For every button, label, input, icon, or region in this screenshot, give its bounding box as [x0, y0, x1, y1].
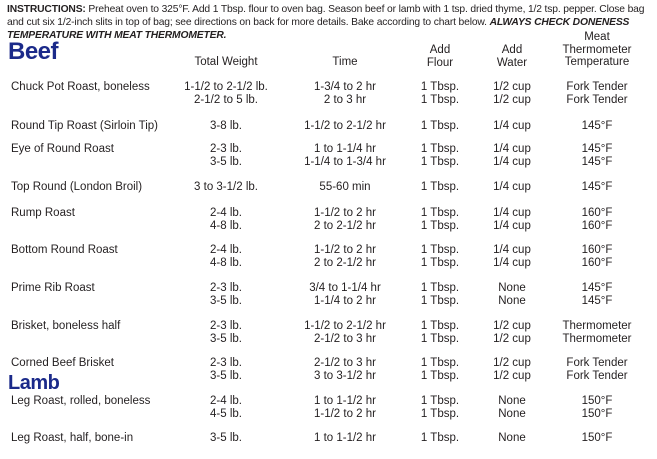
weight-cell [176, 81, 276, 106]
weight-cell [176, 181, 276, 194]
water-value: 1/2 cup [493, 320, 531, 332]
temp-cell [548, 395, 646, 420]
weight-value: 2-3 lb. [210, 357, 242, 369]
weight-value: 2-1/2 to 5 lb. [194, 93, 258, 106]
temp-cell [548, 320, 646, 345]
time-value: 1 to 1-1/4 hr [313, 143, 376, 155]
flour-value: 1 Tbsp. [420, 320, 460, 332]
flour-cell [410, 244, 470, 269]
flour-value: 1 Tbsp. [420, 256, 460, 269]
flour-value: 1 Tbsp. [420, 432, 460, 444]
flour-cell [410, 320, 470, 345]
water-value: 1/4 cup [493, 219, 531, 232]
time-cell [285, 181, 405, 194]
weight-cell [176, 244, 276, 269]
water-cell [480, 244, 544, 269]
time-value: 1-1/2 to 2 hr [313, 244, 376, 256]
flour-cell [410, 207, 470, 232]
water-cell [480, 432, 544, 445]
water-value: 1/2 cup [493, 357, 531, 369]
flour-cell [410, 357, 470, 382]
weight-value: 2-3 lb. [210, 282, 242, 294]
temp-value: 160°F [581, 219, 613, 232]
cut-name: Eye of Round Roast [11, 143, 114, 155]
weight-value: 2-4 lb. [210, 244, 242, 256]
water-cell [480, 357, 544, 382]
temp-cell [548, 357, 646, 382]
weight-cell [176, 143, 276, 168]
time-cell [285, 320, 405, 345]
time-cell [285, 395, 405, 420]
weight-cell [176, 432, 276, 445]
temp-cell [548, 244, 646, 269]
cut-name: Rump Roast [11, 207, 75, 219]
time-value: 1-1/4 to 1-3/4 hr [304, 155, 386, 168]
time-value: 2 to 2-1/2 hr [313, 256, 376, 269]
weight-cell [176, 120, 276, 133]
time-cell [285, 432, 405, 445]
time-value: 1-1/2 to 2 hr [313, 207, 376, 219]
weight-cell [176, 357, 276, 382]
flour-cell [410, 81, 470, 106]
time-value: 3/4 to 1-1/4 hr [309, 282, 381, 294]
water-value: 1/4 cup [493, 143, 531, 155]
flour-cell [410, 282, 470, 307]
water-cell [480, 282, 544, 307]
time-cell [285, 357, 405, 382]
flour-cell [410, 395, 470, 420]
water-cell [480, 143, 544, 168]
temp-value: Fork Tender [566, 81, 628, 93]
weight-value: 4-5 lb. [210, 407, 242, 420]
cut-name: Leg Roast, half, bone-in [11, 432, 134, 444]
weight-value: 2-4 lb. [210, 207, 242, 219]
water-value: None [498, 282, 526, 294]
flour-value: 1 Tbsp. [420, 207, 460, 219]
water-value: None [498, 407, 526, 420]
flour-cell [410, 143, 470, 168]
time-cell [285, 207, 405, 232]
flour-value: 1 Tbsp. [420, 93, 460, 106]
temp-cell [548, 120, 646, 133]
temp-value: 150°F [581, 432, 613, 444]
flour-cell [410, 432, 470, 445]
time-value: 1 to 1-1/2 hr [313, 432, 376, 444]
instructions-label: INSTRUCTIONS: [7, 4, 86, 15]
flour-cell [410, 120, 470, 133]
temp-value: Fork Tender [566, 93, 628, 106]
water-cell [480, 395, 544, 420]
weight-value: 2-3 lb. [210, 143, 242, 155]
flour-value: 1 Tbsp. [420, 181, 460, 193]
flour-value: 1 Tbsp. [420, 282, 460, 294]
header-total-weight: Total Weight [194, 56, 258, 68]
weight-cell [176, 282, 276, 307]
temp-value: 150°F [581, 407, 613, 420]
flour-value: 1 Tbsp. [420, 81, 460, 93]
header-time: Time [332, 56, 358, 68]
header-add-water: Add Water [496, 44, 528, 69]
water-value: 1/2 cup [493, 93, 531, 106]
cut-name: Round Tip Roast (Sirloin Tip) [11, 120, 159, 132]
cut-name: Leg Roast, rolled, boneless [11, 395, 151, 407]
time-cell [285, 81, 405, 106]
water-value: None [498, 294, 526, 307]
flour-cell [410, 181, 470, 194]
weight-value: 3-5 lb. [210, 369, 242, 382]
flour-value: 1 Tbsp. [420, 244, 460, 256]
temp-cell [548, 181, 646, 194]
cut-name: Prime Rib Roast [11, 282, 95, 294]
weight-value: 3-5 lb. [210, 155, 242, 168]
temp-value: 145°F [581, 155, 613, 168]
temp-value: Fork Tender [566, 357, 628, 369]
temp-cell [548, 432, 646, 445]
weight-value: 2-4 lb. [210, 395, 242, 407]
temp-cell [548, 81, 646, 106]
water-value: 1/4 cup [493, 181, 531, 193]
weight-value: 4-8 lb. [210, 219, 242, 232]
temp-cell [548, 282, 646, 307]
flour-value: 1 Tbsp. [420, 143, 460, 155]
temp-value: Fork Tender [566, 369, 628, 382]
section-title-lamb: Lamb [8, 372, 60, 394]
time-cell [285, 143, 405, 168]
header-add-flour: Add Flour [426, 44, 454, 69]
time-value: 1-1/2 to 2-1/2 hr [304, 320, 386, 332]
weight-value: 4-8 lb. [210, 256, 242, 269]
temp-cell [548, 207, 646, 232]
flour-value: 1 Tbsp. [420, 357, 460, 369]
thermometer-warning: ALWAYS CHECK DONENESS TEMPERATURE WITH MEAT THERMOMETER. [7, 17, 630, 41]
water-value: 1/4 cup [493, 155, 531, 168]
flour-value: 1 Tbsp. [420, 395, 460, 407]
temp-value: 145°F [581, 294, 613, 307]
weight-cell [176, 320, 276, 345]
time-value: 2-1/2 to 3 hr [313, 357, 376, 369]
water-value: 1/4 cup [493, 120, 531, 132]
time-value: 1-1/2 to 2 hr [313, 407, 376, 420]
water-value: 1/2 cup [493, 369, 531, 382]
time-value: 2 to 2-1/2 hr [313, 219, 376, 232]
flour-value: 1 Tbsp. [420, 219, 460, 232]
time-cell [285, 120, 405, 133]
time-value: 1-1/2 to 2-1/2 hr [304, 120, 386, 132]
time-value: 1 to 1-1/2 hr [313, 395, 376, 407]
water-cell [480, 81, 544, 106]
cut-name: Chuck Pot Roast, boneless [11, 81, 150, 93]
temp-value: 150°F [581, 395, 613, 407]
water-value: 1/4 cup [493, 207, 531, 219]
flour-value: 1 Tbsp. [420, 332, 460, 345]
water-value: 1/2 cup [493, 332, 531, 345]
water-value: 1/2 cup [493, 81, 531, 93]
weight-value: 2-3 lb. [210, 320, 242, 332]
water-value: None [498, 395, 526, 407]
water-cell [480, 207, 544, 232]
flour-value: 1 Tbsp. [420, 294, 460, 307]
cut-name: Brisket, boneless half [11, 320, 121, 332]
water-value: 1/4 cup [493, 256, 531, 269]
cut-name: Bottom Round Roast [11, 244, 118, 256]
temp-value: 145°F [581, 120, 613, 132]
time-cell [285, 282, 405, 307]
flour-value: 1 Tbsp. [420, 155, 460, 168]
temp-value: 145°F [581, 143, 613, 155]
section-title-beef: Beef [8, 38, 59, 65]
weight-cell [176, 395, 276, 420]
water-cell [480, 320, 544, 345]
weight-value: 3-5 lb. [210, 332, 242, 345]
weight-value: 1-1/2 to 2-1/2 lb. [184, 81, 268, 93]
time-value: 2 to 3 hr [323, 93, 367, 106]
weight-value: 3 to 3-1/2 lb. [194, 181, 258, 193]
temp-value: 160°F [581, 244, 613, 256]
time-cell [285, 244, 405, 269]
flour-value: 1 Tbsp. [420, 120, 460, 132]
weight-value: 3-5 lb. [210, 294, 242, 307]
weight-cell [176, 207, 276, 232]
header-meat-thermometer-temperature: Meat Thermometer Temperature [562, 31, 632, 68]
water-cell [480, 181, 544, 194]
weight-value: 3-8 lb. [210, 120, 242, 132]
time-value: 3 to 3-1/2 hr [313, 369, 376, 382]
temp-value: 145°F [581, 282, 613, 294]
temp-value: 160°F [581, 256, 613, 269]
temp-value: Thermometer [562, 332, 632, 345]
time-value: 1-3/4 to 2 hr [313, 81, 376, 93]
temp-cell [548, 143, 646, 168]
instructions-body: Preheat oven to 325°F. Add 1 Tbsp. flour to oven bag. Season beef or lamb with 1 tsp. dried thyme, 1/2 tsp. pepper. Close bag and cut six 1/2-inch slits in top of bag; see directions on back for more details. Bake according to chart below. [7, 4, 645, 28]
flour-value: 1 Tbsp. [420, 407, 460, 420]
weight-value: 3-5 lb. [210, 432, 242, 444]
time-value: 1-1/4 to 2 hr [313, 294, 376, 307]
flour-value: 1 Tbsp. [420, 369, 460, 382]
water-value: None [498, 432, 526, 444]
cut-name: Top Round (London Broil) [11, 181, 143, 193]
water-cell [480, 120, 544, 133]
time-value: 55-60 min [319, 181, 371, 193]
temp-value: Thermometer [562, 320, 632, 332]
time-value: 2-1/2 to 3 hr [313, 332, 376, 345]
temp-value: 145°F [581, 181, 613, 193]
water-value: 1/4 cup [493, 244, 531, 256]
cut-name: Corned Beef Brisket [11, 357, 114, 369]
temp-value: 160°F [581, 207, 613, 219]
